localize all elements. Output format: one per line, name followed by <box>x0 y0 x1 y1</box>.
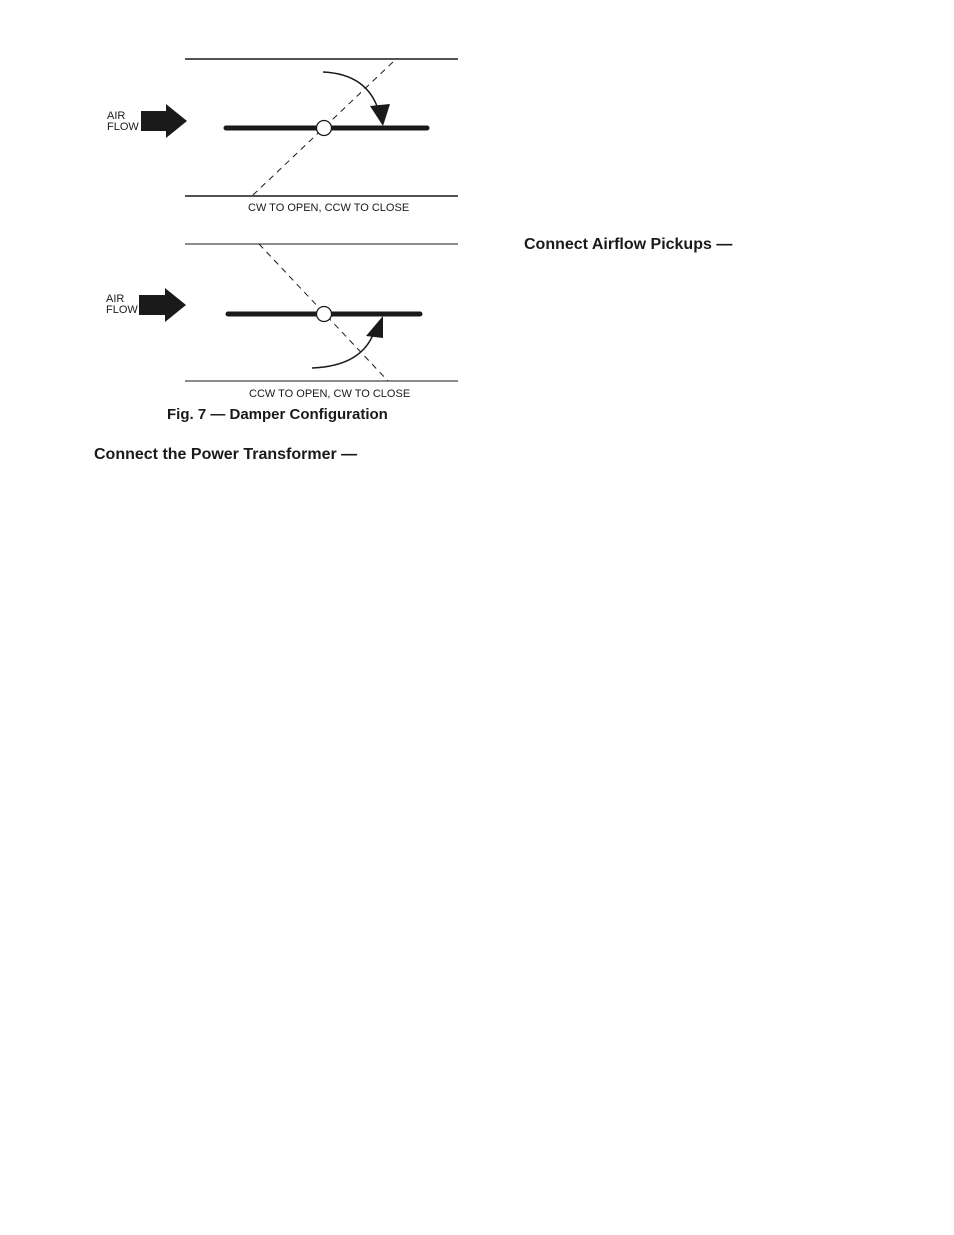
airflow-pickups-heading: Connect Airflow Pickups — <box>524 236 733 253</box>
power-transformer-heading: Connect the Power Transformer — <box>94 446 358 463</box>
bottom-rotation-label: CCW TO OPEN, CW TO CLOSE <box>249 388 411 400</box>
top-damper-diagram <box>107 59 458 214</box>
top-airflow-label-line2: FLOW <box>107 121 139 133</box>
bottom-damper-diagram <box>106 244 458 400</box>
bottom-airflow-arrow-icon <box>139 288 186 322</box>
bottom-rotation-arrow-arc <box>312 332 374 368</box>
bottom-airflow-label-line2: FLOW <box>106 304 138 316</box>
bottom-rotation-arrowhead <box>366 316 383 338</box>
top-rotation-label: CW TO OPEN, CCW TO CLOSE <box>248 202 410 214</box>
bottom-airflow-label-line1: AIR <box>106 293 125 305</box>
damper-configuration-figure <box>0 0 954 430</box>
top-rotation-arrowhead <box>370 104 390 126</box>
top-airflow-label-line1: AIR <box>107 110 126 122</box>
top-airflow-arrow-icon <box>141 104 187 138</box>
bottom-damper-pivot <box>317 307 332 322</box>
top-damper-pivot <box>317 121 332 136</box>
figure-caption: Fig. 7 — Damper Configuration <box>167 406 388 423</box>
